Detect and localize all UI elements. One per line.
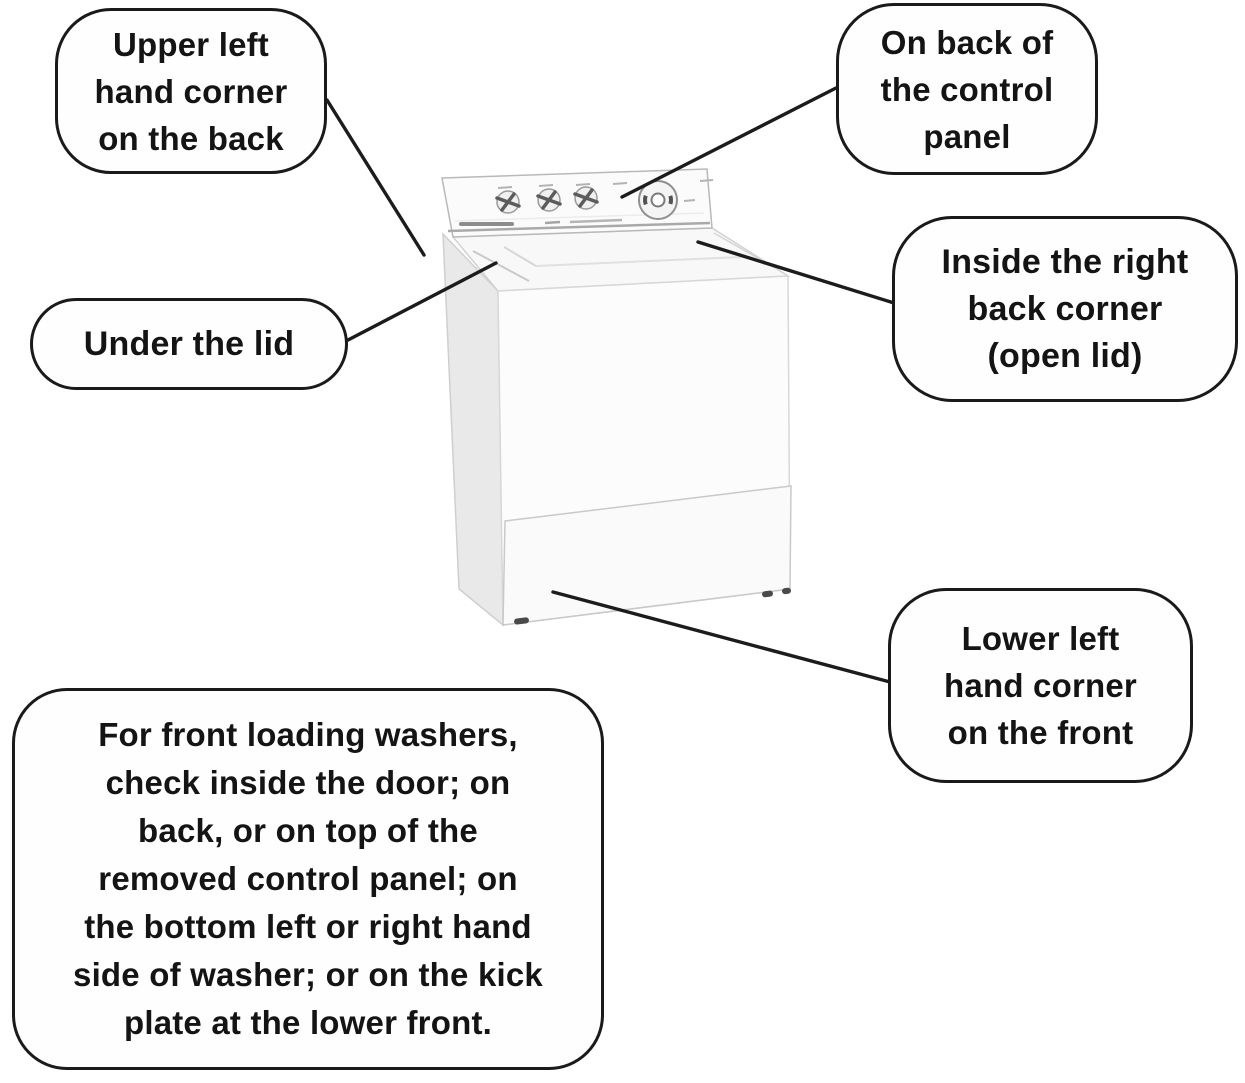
panel-knob-3 <box>575 187 597 209</box>
callout-text-line: Inside the right <box>941 242 1189 281</box>
callout-text-line: On back of <box>880 23 1054 61</box>
pointer-line-upper-left-back <box>327 100 424 255</box>
callout-text-line: on the front <box>947 714 1134 751</box>
callout-front-loading-washers <box>12 688 604 1070</box>
callout-text-line: on the back <box>98 119 284 157</box>
callout-text-line: back corner <box>967 289 1163 328</box>
callout-text-line: (open lid) <box>987 336 1143 375</box>
callout-text-line: side of washer; or on the kick <box>73 956 543 993</box>
callout-text-line: Upper left <box>112 25 269 63</box>
pointer-line-lower-left-front <box>553 592 890 682</box>
callout-back-of-control-panel <box>836 3 1098 175</box>
panel-knob-2 <box>538 189 560 211</box>
callout-text-line: Under the lid <box>83 324 295 363</box>
callout-text-line: removed control panel; on <box>98 860 518 897</box>
callout-text-line: For front loading washers, <box>98 716 518 753</box>
pointer-line-back-of-control-panel <box>622 88 836 197</box>
washer-left-side <box>443 234 503 625</box>
callout-text-line: plate at the lower front. <box>123 1004 493 1041</box>
callout-text-line: the bottom left or right hand <box>84 908 532 945</box>
callout-text-line: panel <box>923 117 1011 155</box>
callout-under-the-lid <box>30 298 348 390</box>
callout-text-line: hand corner <box>94 72 288 110</box>
callout-inside-right-back-corner <box>892 216 1238 402</box>
panel-knob-1 <box>497 191 519 213</box>
callout-text-line: back, or on top of the <box>138 812 478 849</box>
callout-text-line: check inside the door; on <box>105 764 511 801</box>
callout-text-line: hand corner <box>944 667 1137 704</box>
callout-lower-left-front <box>888 588 1193 783</box>
callout-upper-left-back <box>55 8 327 174</box>
callout-text-line: the control <box>880 70 1054 108</box>
callout-text-line: Lower left <box>961 620 1120 657</box>
